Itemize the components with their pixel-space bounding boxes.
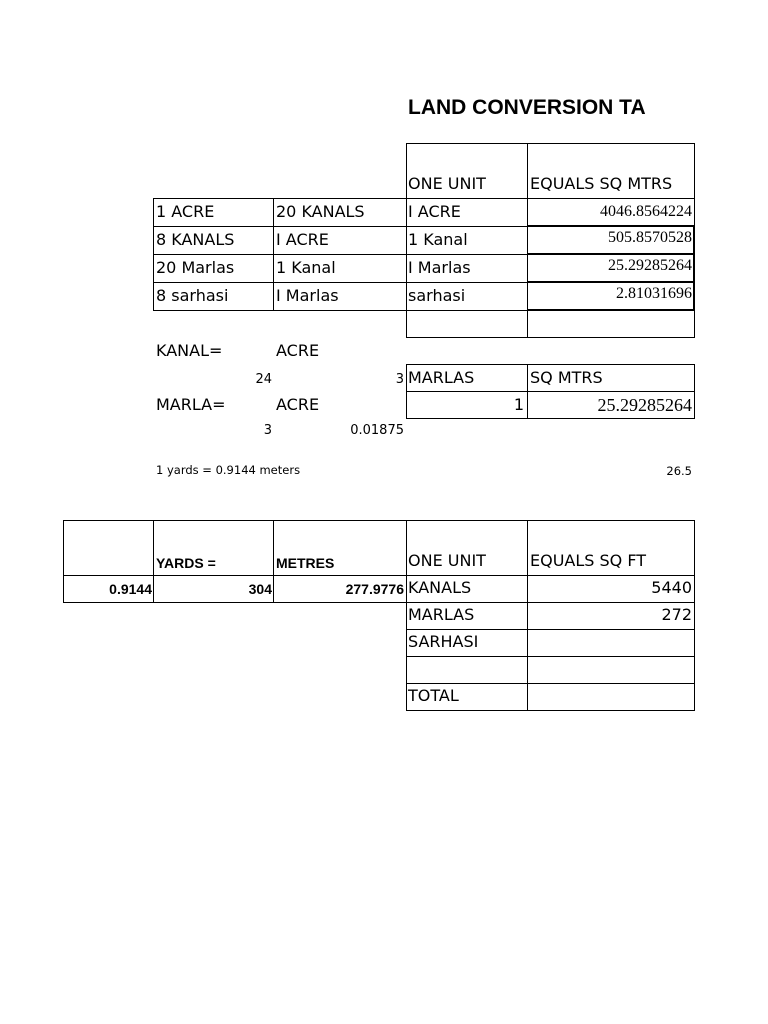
- column-header: METRES: [276, 555, 335, 571]
- kanal-value: 3: [395, 372, 404, 387]
- note-value: 26.5: [666, 464, 692, 478]
- kanal-unit: ACRE: [276, 341, 320, 360]
- column-header: ONE UNIT: [408, 551, 486, 570]
- table-cell: I Marlas: [408, 258, 471, 277]
- table-cell: 277.9776: [345, 581, 404, 597]
- column-header: ONE UNIT: [408, 174, 486, 193]
- column-header: MARLAS: [408, 368, 475, 387]
- table-cell: 25.29285264: [597, 395, 692, 415]
- table-cell: KANALS: [408, 578, 472, 597]
- table-cell: MARLAS: [408, 605, 475, 624]
- table-cell: 1 ACRE: [156, 202, 215, 221]
- column-header: SQ MTRS: [530, 368, 603, 387]
- marla-value: 3: [263, 423, 272, 438]
- table-cell: 2.81031696: [616, 285, 692, 302]
- column-header: YARDS =: [156, 555, 216, 571]
- table-cell: 4046.8564224: [600, 203, 692, 220]
- table-cell: 20 Marlas: [156, 258, 235, 277]
- kanal-label: KANAL=: [156, 341, 223, 360]
- table-cell: TOTAL: [408, 686, 459, 705]
- table-cell: 0.9144: [109, 581, 152, 597]
- table-cell: 5440: [651, 578, 692, 597]
- table-cell: 8 KANALS: [156, 230, 235, 249]
- table-cell: I ACRE: [408, 202, 461, 221]
- table-cell: 20 KANALS: [276, 202, 365, 221]
- table-cell: 505.8570528: [608, 229, 692, 246]
- page-title: LAND CONVERSION TA: [408, 96, 646, 119]
- marla-label: MARLA=: [156, 395, 226, 414]
- table-cell: 272: [661, 605, 692, 624]
- marla-unit: ACRE: [276, 395, 320, 414]
- table-cell: 1 Kanal: [276, 258, 336, 277]
- table-cell: SARHASI: [408, 632, 479, 651]
- table-cell: 8 sarhasi: [156, 286, 229, 305]
- table-cell: I Marlas: [276, 286, 339, 305]
- table-cell: 304: [248, 581, 272, 597]
- marla-value: 0.01875: [350, 423, 404, 438]
- column-header: EQUALS SQ FT: [530, 551, 647, 570]
- table-cell: 25.29285264: [608, 257, 692, 274]
- kanal-value: 24: [255, 372, 272, 387]
- column-header: EQUALS SQ MTRS: [530, 174, 673, 193]
- yards-note: 1 yards = 0.9144 meters: [156, 463, 301, 477]
- table-cell: 1 Kanal: [408, 230, 468, 249]
- table-cell: sarhasi: [408, 286, 466, 305]
- table-cell: 1: [513, 395, 524, 414]
- table-cell: I ACRE: [276, 230, 329, 249]
